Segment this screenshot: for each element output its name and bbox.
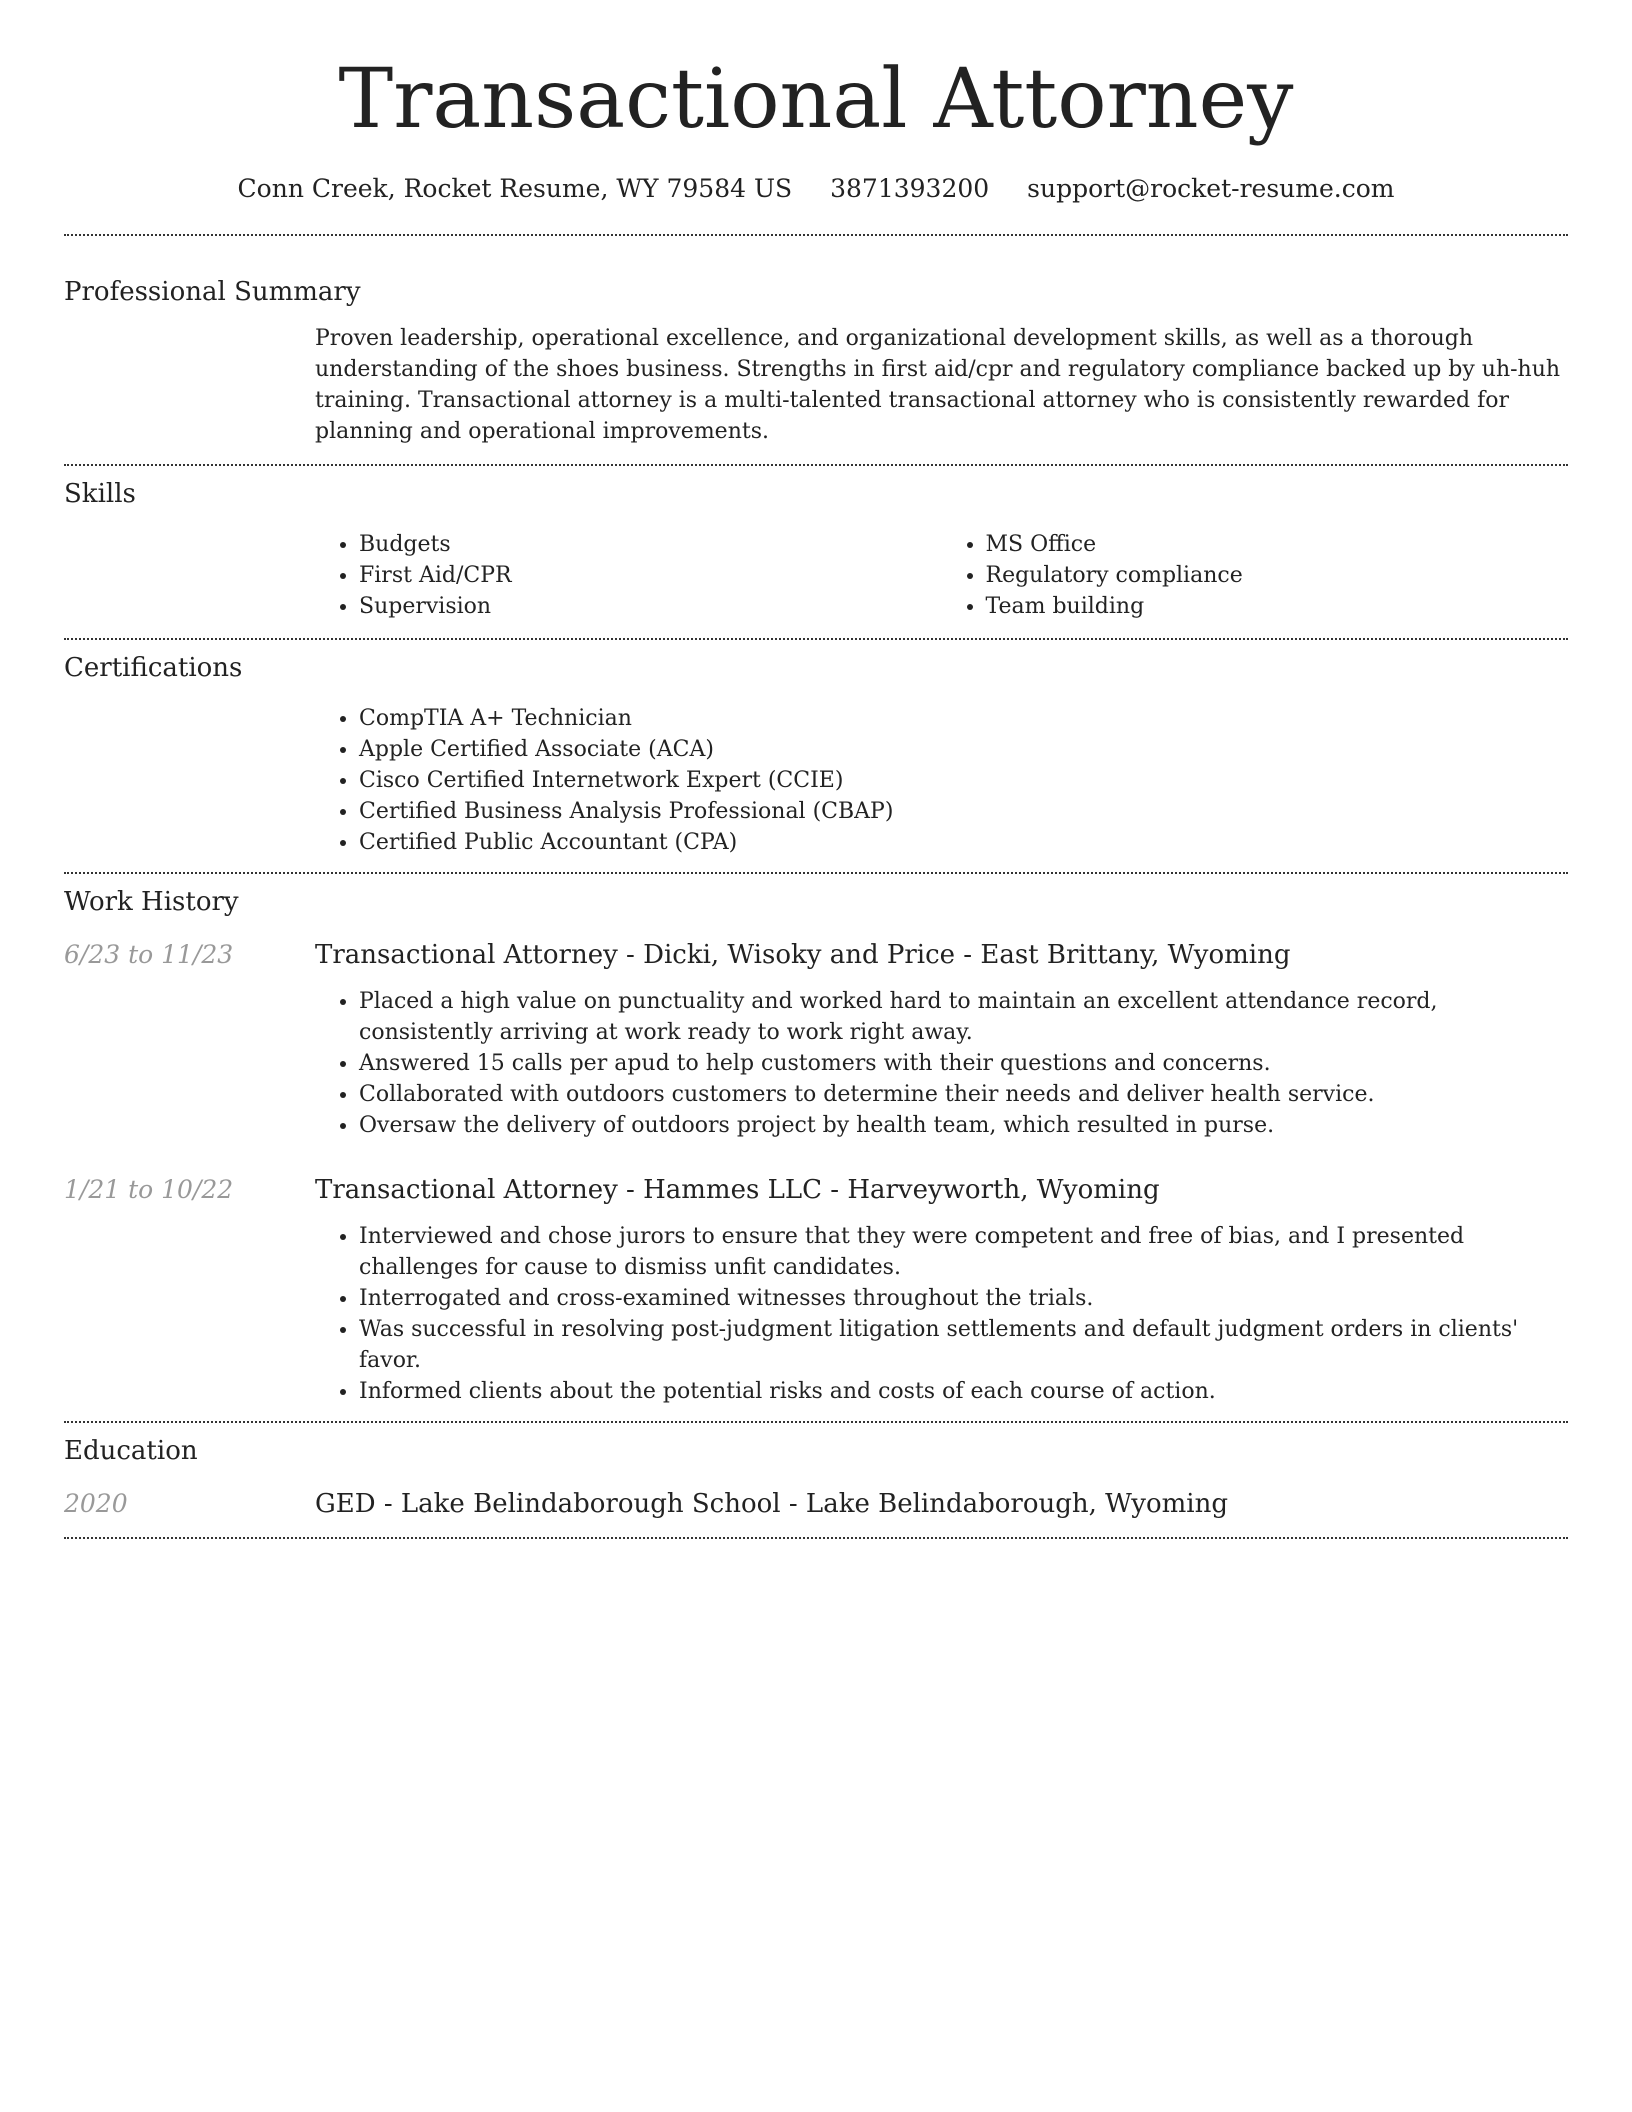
- skill-item: • Team building: [986, 591, 1569, 622]
- work-title: Work History: [64, 887, 239, 917]
- work-section: [64, 884, 1568, 1407]
- divider: [64, 1421, 1568, 1423]
- skill-item: • Regulatory compliance: [986, 560, 1569, 591]
- job-header: [64, 1173, 1568, 1207]
- job-header: [64, 938, 1568, 972]
- skills-section: [64, 476, 1568, 622]
- divider: [64, 1537, 1568, 1539]
- skill-item: • First Aid/CPR: [359, 560, 942, 591]
- job-entry: [64, 938, 1568, 1141]
- skills-list-left: [315, 529, 942, 622]
- job-bullet: • Interviewed and chose jurors to ensure that they were competent and free of bias, and I presented challenges for cause to dismiss unfit candidates.: [359, 1221, 1568, 1283]
- summary-section: [64, 274, 1568, 447]
- job-heading: Transactional Attorney - Hammes LLC - Harveyworth, Wyoming: [315, 1175, 1160, 1205]
- job-bullet-list: [315, 986, 1568, 1141]
- contact-phone: 3871393200: [830, 174, 990, 203]
- job-dates: 1/21 to 10/22: [64, 1175, 234, 1204]
- contact-email: support@rocket-resume.com: [1027, 174, 1395, 203]
- skill-item: • Budgets: [359, 529, 942, 560]
- job-bullet: • Was successful in resolving post-judgment litigation settlements and default judgment orders in clients' favor.: [359, 1314, 1568, 1376]
- skills-list-right: [942, 529, 1569, 622]
- job-bullet: • Answered 15 calls per apud to help customers with their questions and concerns.: [359, 1048, 1568, 1079]
- job-entry: [64, 1173, 1568, 1407]
- job-bullet: • Collaborated with outdoors customers to determine their needs and deliver health service.: [359, 1079, 1568, 1110]
- skill-item: • MS Office: [986, 529, 1569, 560]
- certifications-section: [64, 650, 1568, 858]
- job-bullet: • Interrogated and cross-examined witnesses throughout the trials.: [359, 1283, 1568, 1314]
- contact-line: [64, 172, 1568, 206]
- certification-item: • Certified Business Analysis Professional (CBAP): [359, 796, 1568, 827]
- job-bullet: • Oversaw the delivery of outdoors project by health team, which resulted in purse.: [359, 1110, 1568, 1141]
- divider: [64, 234, 1568, 236]
- skills-title: Skills: [64, 479, 136, 509]
- job-bullet-list: [315, 1221, 1568, 1407]
- education-year: 2020: [64, 1489, 128, 1518]
- summary-text: Proven leadership, operational excellence, and organizational development skills, as well as a thorough understanding of the shoes business. Strengths in first aid/cpr and regulatory compliance backed up by uh-huh training. Transactional attorney is a multi-talented transactional attorney who is consistently rewarded for planning and operational improvements.: [315, 326, 1561, 444]
- contact-address: Conn Creek, Rocket Resume, WY 79584 US: [237, 174, 793, 203]
- summary-content: [315, 323, 1568, 447]
- certification-item: • Apple Certified Associate (ACA): [359, 734, 1568, 765]
- summary-title: Professional Summary: [64, 277, 361, 307]
- job-dates: 6/23 to 11/23: [64, 940, 234, 969]
- resume-name: Transactional Attorney: [338, 52, 1294, 147]
- job-bullets: [315, 1221, 1568, 1407]
- skill-item: • Supervision: [359, 591, 942, 622]
- certification-item: • Certified Public Accountant (CPA): [359, 827, 1568, 858]
- certification-item: • Cisco Certified Internetwork Expert (CCIE): [359, 765, 1568, 796]
- education-title: Education: [64, 1436, 198, 1466]
- job-heading: Transactional Attorney - Dicki, Wisoky and Price - East Brittany, Wyoming: [315, 940, 1291, 970]
- education-section: [64, 1433, 1568, 1521]
- divider: [64, 638, 1568, 640]
- divider: [64, 464, 1568, 466]
- education-entry: [64, 1487, 1568, 1521]
- certifications-list: [315, 703, 1568, 858]
- education-heading: GED - Lake Belindaborough School - Lake Belindaborough, Wyoming: [315, 1489, 1229, 1519]
- job-bullet: • Placed a high value on punctuality and worked hard to maintain an excellent attendance record, consistently arriving at work ready to work right away.: [359, 986, 1568, 1048]
- skills-grid: [315, 529, 1568, 622]
- job-bullet: • Informed clients about the potential risks and costs of each course of action.: [359, 1376, 1568, 1407]
- job-bullets: [315, 986, 1568, 1141]
- divider: [64, 872, 1568, 874]
- certification-item: • CompTIA A+ Technician: [359, 703, 1568, 734]
- certifications-content: [315, 703, 1568, 858]
- certifications-title: Certifications: [64, 653, 243, 683]
